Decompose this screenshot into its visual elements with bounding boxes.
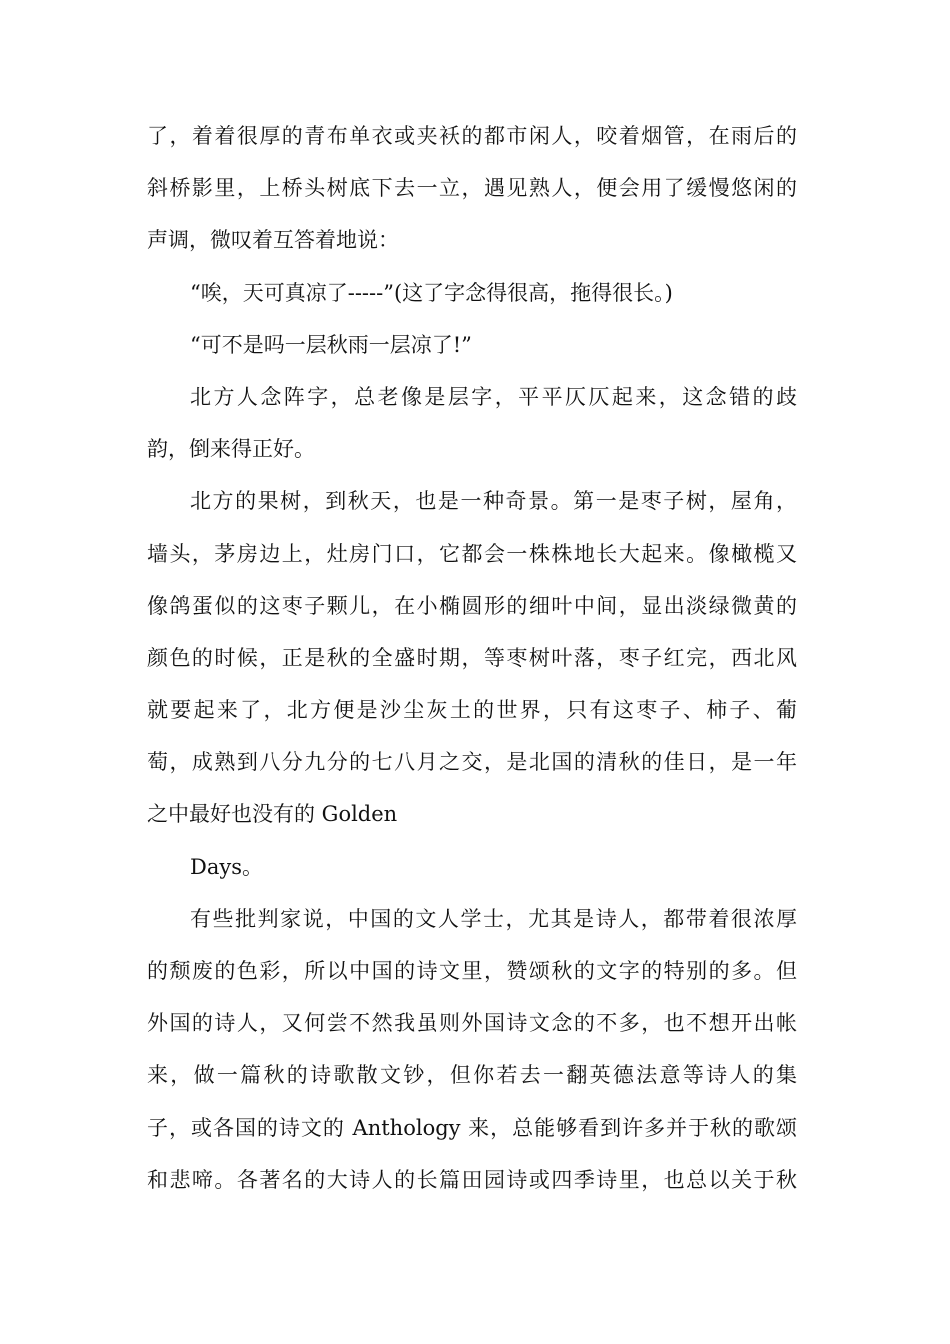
text-line: 北方人念阵字，总老像是层字，平平仄仄起来，这念错的歧 xyxy=(190,384,797,409)
text-line: 子，或各国的诗文的 Anthology 来，总能够看到许多并于秋的歌颂 xyxy=(147,1115,797,1140)
text-line: 墙头，茅房边上，灶房门口，它都会一株株地长大起来。像橄榄又 xyxy=(147,541,797,566)
text-line: 之中最好也没有的 Golden xyxy=(147,802,398,827)
text-line: 有些批判家说，中国的文人学士，尤其是诗人，都带着很浓厚 xyxy=(190,906,797,931)
text-line: Days。 xyxy=(190,854,263,879)
text-line: 的颓废的色彩，所以中国的诗文里，赞颂秋的文字的特别的多。但 xyxy=(147,959,797,983)
text-line: “唉，天可真凉了-----”(这了字念得很高，拖得很长。) xyxy=(190,280,673,305)
text-line: 颜色的时候，正是秋的全盛时期，等枣树叶落，枣子红完，西北风 xyxy=(147,645,797,670)
text-line: 像鸽蛋似的这枣子颗儿，在小椭圆形的细叶中间，显出淡绿微黄的 xyxy=(147,593,797,618)
text-line: “可不是吗一层秋雨一层凉了!” xyxy=(190,332,472,357)
text-line: 韵，倒来得正好。 xyxy=(147,437,315,462)
text-line: 声调，微叹着互答着地说： xyxy=(147,228,399,253)
text-line: 萄，成熟到八分九分的七八月之交，是北国的清秋的佳日，是一年 xyxy=(147,750,797,775)
text-line: 来，做一篇秋的诗歌散文钞，但你若去一翻英德法意等诗人的集 xyxy=(147,1063,797,1088)
text-line: 外国的诗人，又何尝不然我虽则外国诗文念的不多，也不想开出帐 xyxy=(147,1011,797,1036)
text-line: 就要起来了，北方便是沙尘灰土的世界，只有这枣子、柿子、葡 xyxy=(147,698,797,723)
document-page xyxy=(147,110,797,1206)
text-line: 斜桥影里，上桥头树底下去一立，遇见熟人，便会用了缓慢悠闲的 xyxy=(147,176,797,201)
text-line: 了，着着很厚的青布单衣或夹袄的都市闲人，咬着烟管，在雨后的 xyxy=(147,124,797,148)
text-line: 北方的果树，到秋天，也是一种奇景。第一是枣子树，屋角， xyxy=(190,489,797,514)
text-line: 和悲啼。各著名的大诗人的长篇田园诗或四季诗里，也总以关于秋 xyxy=(147,1167,797,1192)
